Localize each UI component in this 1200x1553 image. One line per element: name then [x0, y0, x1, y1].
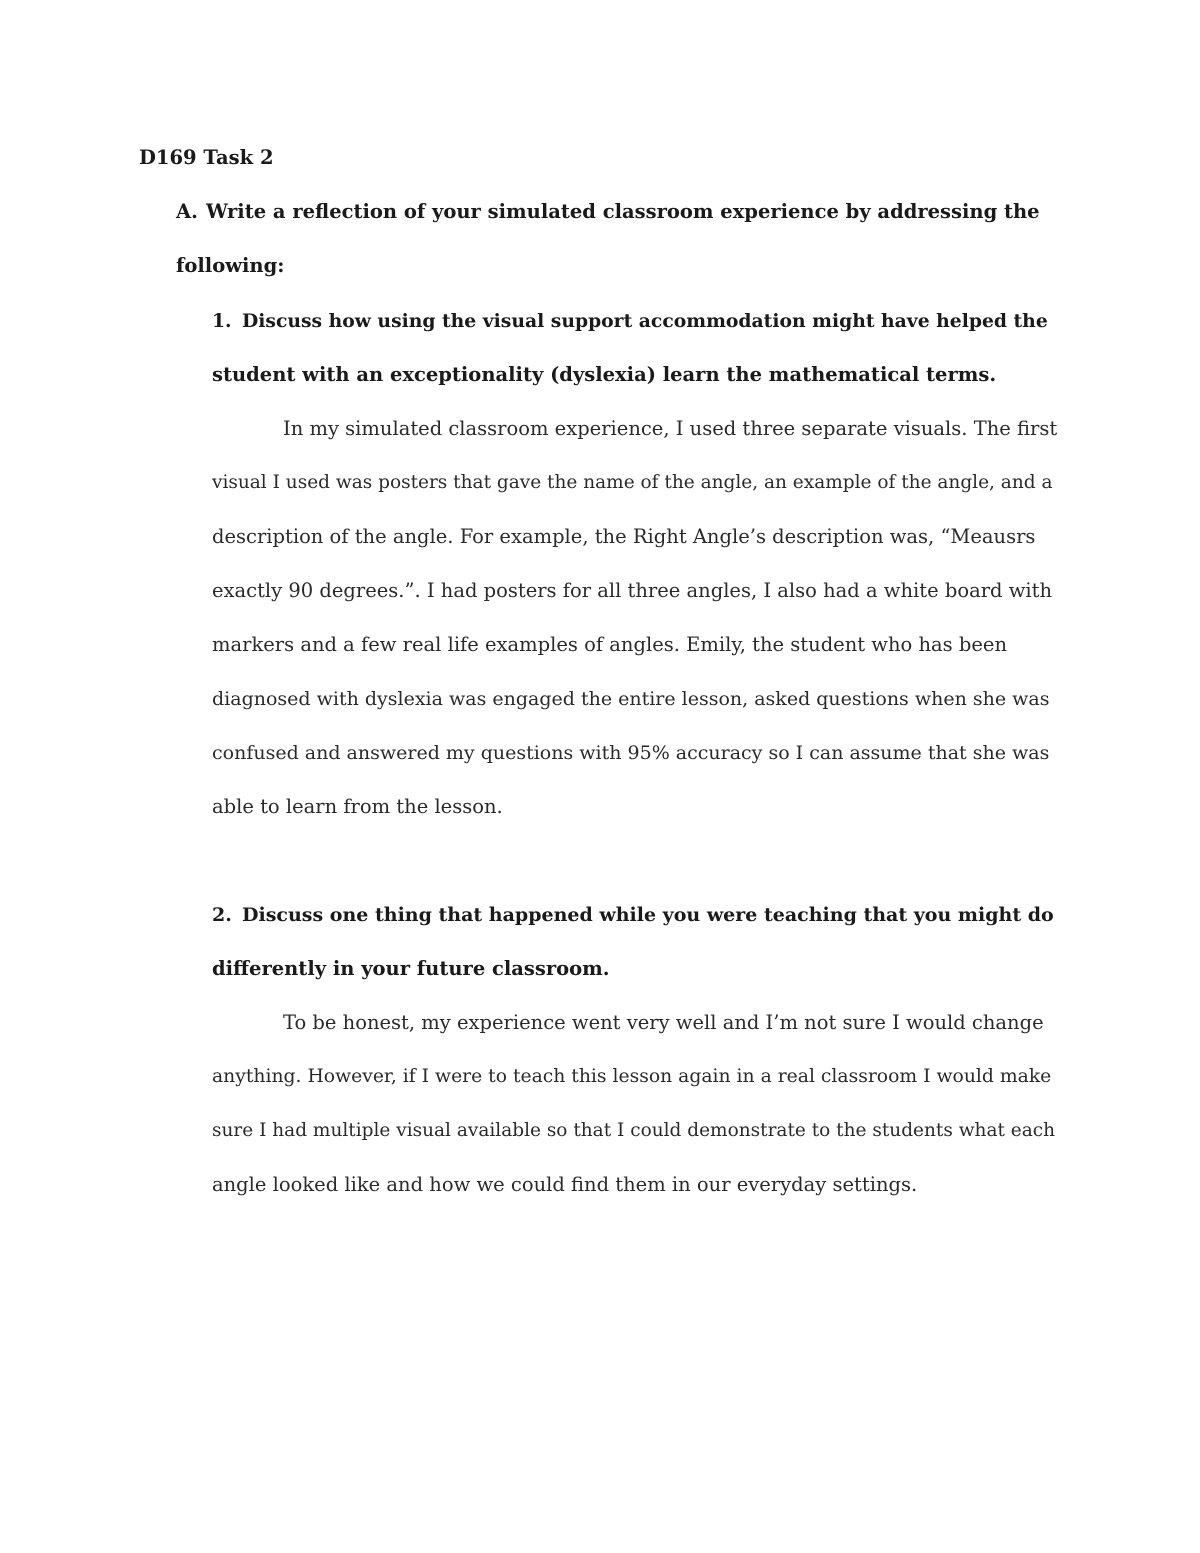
answer-2-line: angle looked like and how we could find them in our everyday settings. [212, 1173, 918, 1196]
section-a-prompt-text-1: Write a reflection of your simulated classroom experience by addressing the [206, 200, 1040, 223]
question-2-line-1 [212, 901, 1054, 929]
answer-1-line: diagnosed with dyslexia was engaged the entire lesson, asked questions when she was [212, 688, 1050, 710]
answer-1-line: markers and a few real life examples of angles. Emily, the student who has been [212, 633, 1008, 656]
answer-1-line: visual I used was posters that gave the name of the angle, an example of the angle, and a [212, 472, 1053, 493]
answer-1-line: able to learn from the lesson. [212, 795, 503, 818]
question-2-line-2: differently in your future classroom. [212, 957, 610, 980]
answer-2-line: To be honest, my experience went very well and I’m not sure I would change [283, 1011, 1044, 1034]
answer-2-line: anything. However, if I were to teach this lesson again in a real classroom I would make [212, 1066, 1052, 1087]
question-1-number: 1. [212, 310, 232, 332]
document-title: D169 Task 2 [139, 146, 274, 169]
answer-2-line: sure I had multiple visual available so that I could demonstrate to the students what each [212, 1120, 1056, 1141]
answer-1-line: exactly 90 degrees.”. I had posters for all three angles, I also had a white board with [212, 579, 1053, 602]
answer-1-line: In my simulated classroom experience, I used three separate visuals. The first [283, 417, 1058, 440]
question-1-text-1: Discuss how using the visual support accommodation might have helped the [242, 310, 1048, 332]
question-1-line-1 [212, 307, 1048, 335]
section-a-prompt-line-2: following: [176, 254, 285, 277]
section-a-prompt-line-1 [176, 198, 1040, 226]
answer-1-line: confused and answered my questions with 95% accuracy so I can assume that she was [212, 742, 1050, 764]
section-a-marker: A. [176, 200, 198, 223]
question-2-number: 2. [212, 904, 232, 926]
question-1-line-2: student with an exceptionality (dyslexia) learn the mathematical terms. [212, 363, 997, 386]
answer-1-line: description of the angle. For example, the Right Angle’s description was, “Meausrs [212, 525, 1036, 548]
question-2-text-1: Discuss one thing that happened while you were teaching that you might do [242, 904, 1054, 926]
